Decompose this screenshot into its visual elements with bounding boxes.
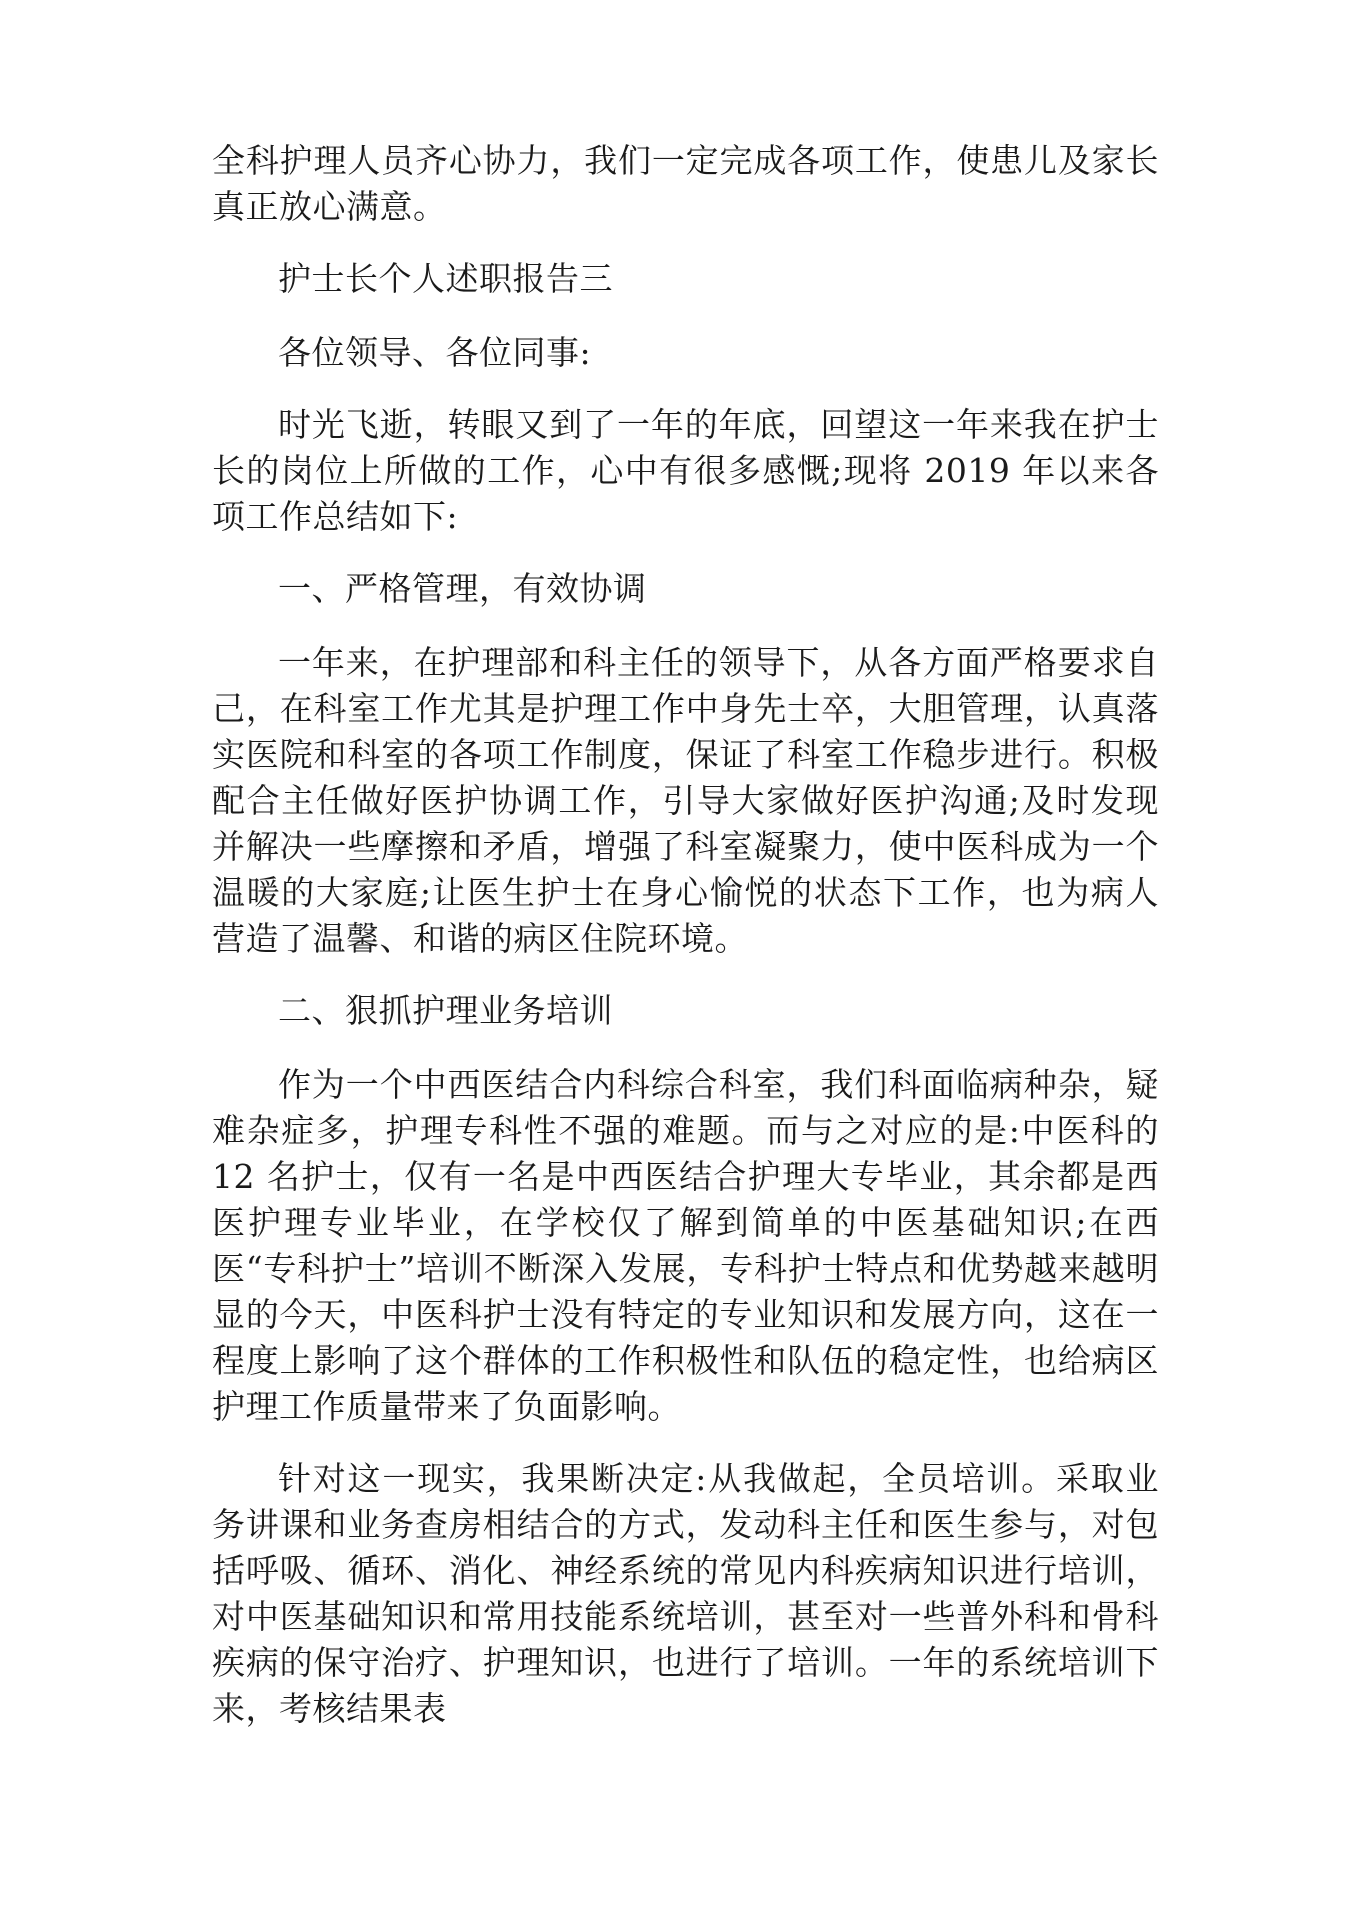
- paragraph-intro: 时光飞逝，转眼又到了一年的年底，回望这一年来我在护士长的岗位上所做的工作，心中有很多感慨;现将 2019 年以来各项工作总结如下:: [212, 405, 1159, 536]
- document-body: [212, 138, 1159, 1758]
- section-heading-1: 一、严格管理，有效协调: [278, 569, 647, 608]
- paragraph-training: 针对这一现实，我果断决定:从我做起，全员培训。采取业务讲课和业务查房相结合的方式，发动科主任和医生参与，对包括呼吸、循环、消化、神经系统的常见内科疾病知识进行培训，对中医基础知识和常用技能系统培训，甚至对一些普外科和骨科疾病的保守治疗、护理知识，也进行了培训。一年的系统培训下来，考核结果表: [212, 1459, 1159, 1728]
- paragraph-continued: 全科护理人员齐心协力，我们一定完成各项工作，使患儿及家长真正放心满意。: [212, 141, 1159, 226]
- paragraph-section-2: 作为一个中西医结合内科综合科室，我们科面临病种杂，疑难杂症多，护理专科性不强的难题。而与之对应的是:中医科的 12 名护士，仅有一名是中西医结合护理大专毕业，其余都是西医护理专业毕业，在学校仅了解到简单的中医基础知识;在西医“专科护士”培训不断深入发展，专科护士特点和优势越来越明显的今天，中医科护士没有特定的专业知识和发展方向，这在一程度上影响了这个群体的工作积极性和队伍的稳定性，也给病区护理工作质量带来了负面影响。: [212, 1065, 1159, 1426]
- report-title: 护士长个人述职报告三: [278, 259, 613, 298]
- paragraph-section-1: 一年来，在护理部和科主任的领导下，从各方面严格要求自己，在科室工作尤其是护理工作中身先士卒，大胆管理，认真落实医院和科室的各项工作制度，保证了科室工作稳步进行。积极配合主任做好医护协调工作，引导大家做好医护沟通;及时发现并解决一些摩擦和矛盾，增强了科室凝聚力，使中医科成为一个温暖的大家庭;让医生护士在身心愉悦的状态下工作，也为病人营造了温馨、和谐的病区住院环境。: [212, 643, 1159, 958]
- section-heading-2: 二、狠抓护理业务培训: [278, 991, 613, 1030]
- salutation: 各位领导、各位同事:: [278, 333, 592, 372]
